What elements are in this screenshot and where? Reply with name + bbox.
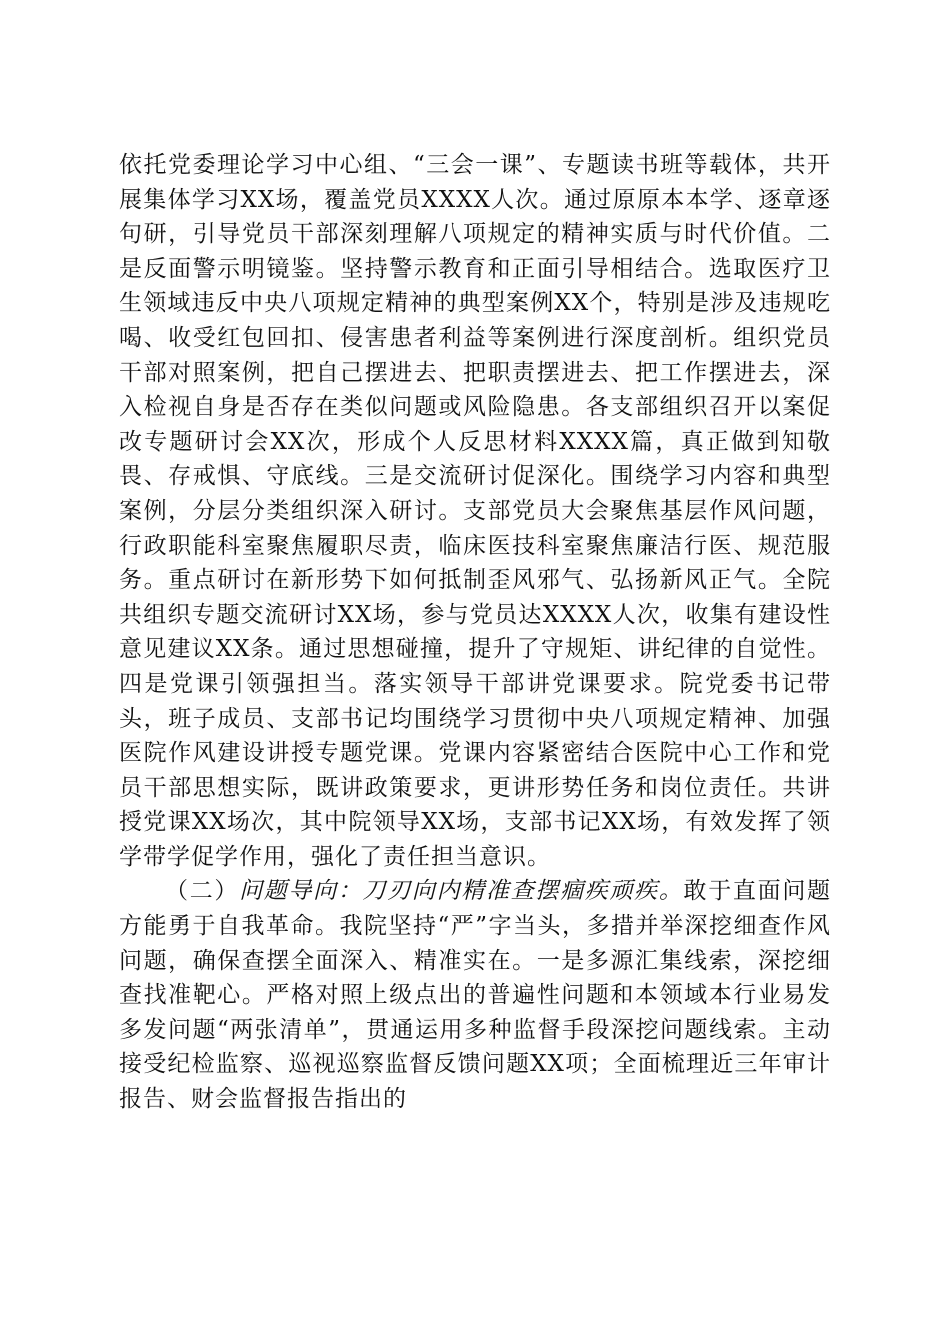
paragraph-1: 依托党委理论学习中心组、“三会一课”、专题读书班等载体，共开展集体学习XX场，覆盖党员XXXX人次。通过原原本本学、逐章逐句研，引导党员干部深刻理解八项规定的精神实质与时代价值。二是反面警示明镜鉴。坚持警示教育和正面引导相结合。选取医疗卫生领域违反中央八项规定精神的典型案例XX个，特别是涉及违规吃喝、收受红包回扣、侵害患者利益等案例进行深度剖析。组织党员干部对照案例，把自己摆进去、把职责摆进去、把工作摆进去，深入检视自身是否存在类似问题或风险隐患。各支部组织召开以案促改专题研讨会XX次，形成个人反思材料XXXX篇，真正做到知敬畏、存戒惧、守底线。三是交流研讨促深化。围绕学习内容和典型案例，分层分类组织深入研讨。支部党员大会聚焦基层作风问题，行政职能科室聚焦履职尽责，临床医技科室聚焦廉洁行医、规范服务。重点研讨在新形势下如何抵制歪风邪气、弘扬新风正气。全院共组织专题交流研讨XX场，参与党员达XXXX人次，收集有建设性意见建议XX条。通过思想碰撞，提升了守规矩、讲纪律的自觉性。四是党课引领强担当。落实领导干部讲党课要求。院党委书记带头，班子成员、支部书记均围绕学习贯彻中央八项规定精神、加强医院作风建设讲授专题党课。党课内容紧密结合医院中心工作和党员干部思想实际，既讲政策要求，更讲形势任务和岗位责任。共讲授党课XX场次，其中院领导XX场，支部书记XX场，有效发挥了领学带学促学作用，强化了责任担当意识。	[119, 152, 831, 870]
document-body	[119, 148, 831, 1117]
section-2-title: 问题导向：刀刃向内精准查摆痼疾顽疾。	[239, 878, 684, 905]
paragraph-2	[119, 874, 831, 1116]
section-2-label: （二）	[165, 878, 240, 905]
section-2-body: 敢于直面问题方能勇于自我革命。我院坚持“严”字当头，多措并举深挖细查作风问题，确保查摆全面深入、精准实在。一是多源汇集线索，深挖细查找准靶心。严格对照上级点出的普遍性问题和本领域本行业易发多发问题“两张清单”，贯通运用多种监督手段深挖问题线索。主动接受纪检监察、巡视巡察监督反馈问题XX项；全面梳理近三年审计报告、财会监督报告指出的	[119, 878, 832, 1113]
